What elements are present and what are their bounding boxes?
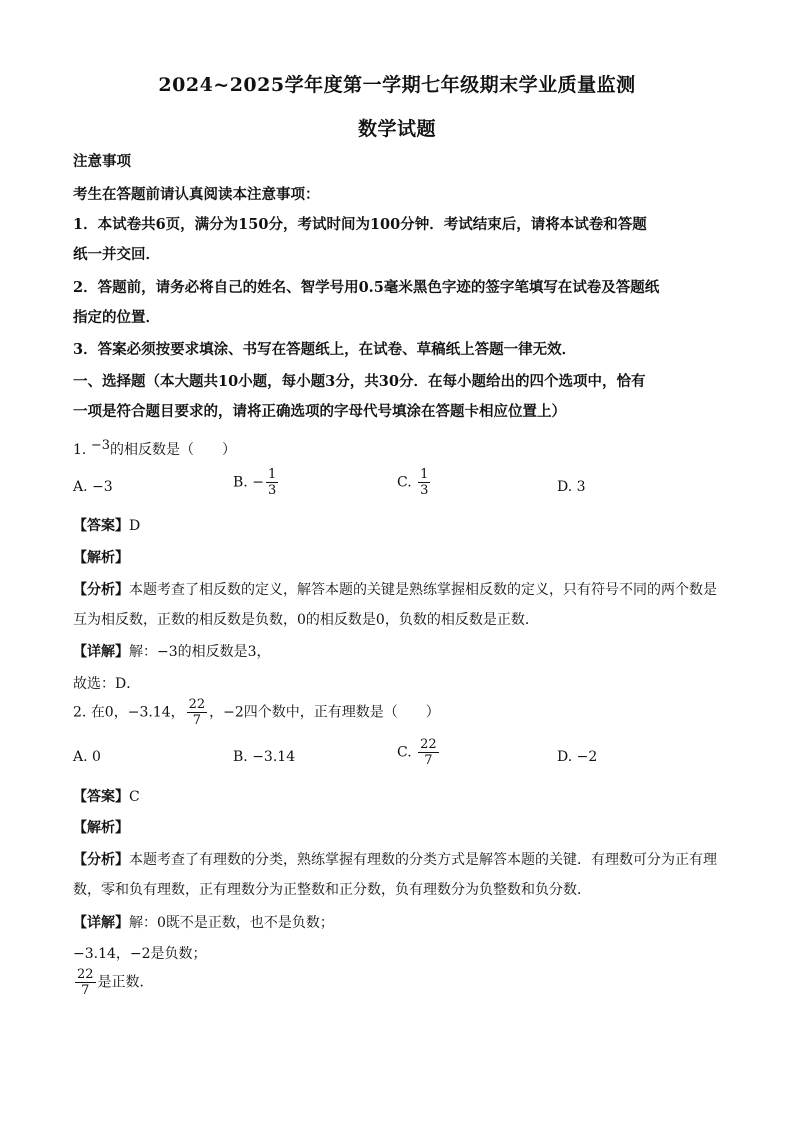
- q1-detail: [73, 641, 733, 661]
- fraction: [418, 467, 430, 498]
- math-expression: −3: [90, 438, 110, 453]
- q1-choice: 故选：D．: [73, 676, 141, 692]
- detail-text: 解：−3的相反数是3，: [129, 644, 271, 660]
- q1-option-c: [397, 467, 432, 498]
- notice-item-2: 2．答题前，请务必将自己的姓名、智学号用0.5毫米黑色字迹的签字笔填写在试卷及答题纸: [73, 279, 660, 296]
- question-number: 2.: [73, 704, 87, 721]
- question-number: 1.: [73, 442, 87, 458]
- answer-value: D: [129, 518, 141, 534]
- option-value: −2: [576, 749, 598, 765]
- option-label: A.: [73, 479, 88, 495]
- question-2-stem: [73, 697, 733, 728]
- option-label: A.: [73, 749, 88, 765]
- answer-tag: 【答案】: [73, 789, 129, 805]
- fraction-numerator: 22: [77, 967, 94, 982]
- q1-answer: [73, 515, 733, 535]
- fenxi-tag: 【分析】: [73, 852, 129, 868]
- q1-fenxi: [73, 579, 733, 599]
- option-label: D.: [557, 479, 573, 495]
- notice-heading: 注意事项: [73, 153, 131, 170]
- q1-fenxi-cont: 互为相反数，正数的相反数是负数，0的相反数是0，负数的相反数是正数．: [73, 612, 539, 628]
- fraction-numerator: 22: [188, 697, 206, 712]
- fenxi-tag: 【分析】: [73, 582, 129, 598]
- notice-item-3: 3．答案必须按要求填涂、书写在答题纸上，在试卷、草稿纸上答题一律无效．: [73, 341, 577, 358]
- option-value: −3: [92, 479, 113, 495]
- fraction-numerator: 1: [420, 467, 429, 482]
- q1-option-b: [233, 467, 280, 498]
- notice-intro: 考生在答题前请认真阅读本注意事项：: [73, 186, 320, 203]
- question-text: 的相反数是（ ）: [109, 442, 236, 458]
- detail-text: 解：0既不是正数，也不是负数；: [129, 915, 334, 931]
- q2-option-c: [397, 737, 441, 768]
- q2-option-b: [233, 749, 295, 765]
- q2-detail: [73, 912, 733, 932]
- option-value: 0: [92, 749, 101, 765]
- detail-tag: 【详解】: [73, 915, 129, 931]
- fraction: [187, 697, 208, 728]
- analysis-tag: 【解析】: [73, 820, 129, 836]
- notice-item-2-cont: 指定的位置．: [73, 309, 160, 326]
- fraction: [266, 467, 278, 498]
- q1-analysis: [73, 547, 733, 567]
- fraction-denominator: 3: [267, 483, 277, 498]
- question-text: 在0，−3.14，: [90, 704, 185, 721]
- q2-option-d: [557, 749, 597, 765]
- q2-answer: [73, 786, 733, 806]
- q1-option-d: [557, 479, 586, 495]
- option-label: D.: [557, 749, 573, 765]
- exam-subtitle: 数学试题: [357, 118, 436, 140]
- fraction-denominator: 7: [192, 713, 202, 728]
- question-1-stem: [73, 439, 733, 459]
- option-sign: −: [252, 474, 264, 491]
- option-value: −3.14: [252, 749, 296, 765]
- option-label: B.: [233, 749, 248, 765]
- option-label: B.: [233, 474, 248, 491]
- exam-title: 2024~2025学年度第一学期七年级期末学业质量监测: [158, 74, 636, 96]
- section-heading: 一、选择题（本大题共10小题，每小题3分，共30分．在每小题给出的四个选项中，恰有: [73, 373, 646, 390]
- detail-text: 是正数．: [97, 974, 154, 991]
- fraction-numerator: 22: [420, 737, 437, 752]
- fraction-denominator: 7: [424, 753, 433, 768]
- q2-fenxi: [73, 849, 733, 869]
- answer-value: C: [129, 789, 140, 805]
- question-text: ，−2四个数中，正有理数是（ ）: [209, 704, 440, 721]
- option-label: C.: [397, 744, 412, 761]
- q2-detail-line-3: [73, 967, 733, 998]
- analysis-tag: 【解析】: [73, 550, 129, 566]
- fraction-denominator: 3: [420, 483, 429, 498]
- notice-item-1: 1．本试卷共6页，满分为150分，考试时间为100分钟．考试结束后，请将本试卷和答题: [73, 216, 647, 233]
- option-value: 3: [576, 479, 586, 495]
- q2-analysis: [73, 817, 733, 837]
- fraction: [418, 737, 439, 768]
- notice-item-1-cont: 纸一并交回．: [73, 246, 160, 263]
- answer-tag: 【答案】: [73, 518, 129, 534]
- q2-option-a: [73, 749, 101, 765]
- q2-detail-line-2: −3.14，−2是负数；: [73, 946, 207, 962]
- fenxi-text: 本题考查了有理数的分类，熟练掌握有理数的分类方式是解答本题的关键．有理数可分为正有理: [129, 852, 717, 868]
- section-heading-cont: 一项是符合题目要求的，请将正确选项的字母代号填涂在答题卡相应位置上）: [73, 403, 566, 420]
- q1-option-a: [73, 479, 113, 495]
- fraction: [75, 967, 96, 998]
- q2-fenxi-cont: 数，零和负有理数，正有理数分为正整数和正分数，负有理数分为负整数和负分数．: [73, 882, 591, 898]
- option-label: C.: [397, 474, 412, 491]
- fraction-numerator: 1: [267, 467, 277, 482]
- fraction-denominator: 7: [81, 983, 90, 998]
- fenxi-text: 本题考查了相反数的定义，解答本题的关键是熟练掌握相反数的定义，只有符号不同的两个数是: [129, 582, 717, 598]
- detail-tag: 【详解】: [73, 644, 129, 660]
